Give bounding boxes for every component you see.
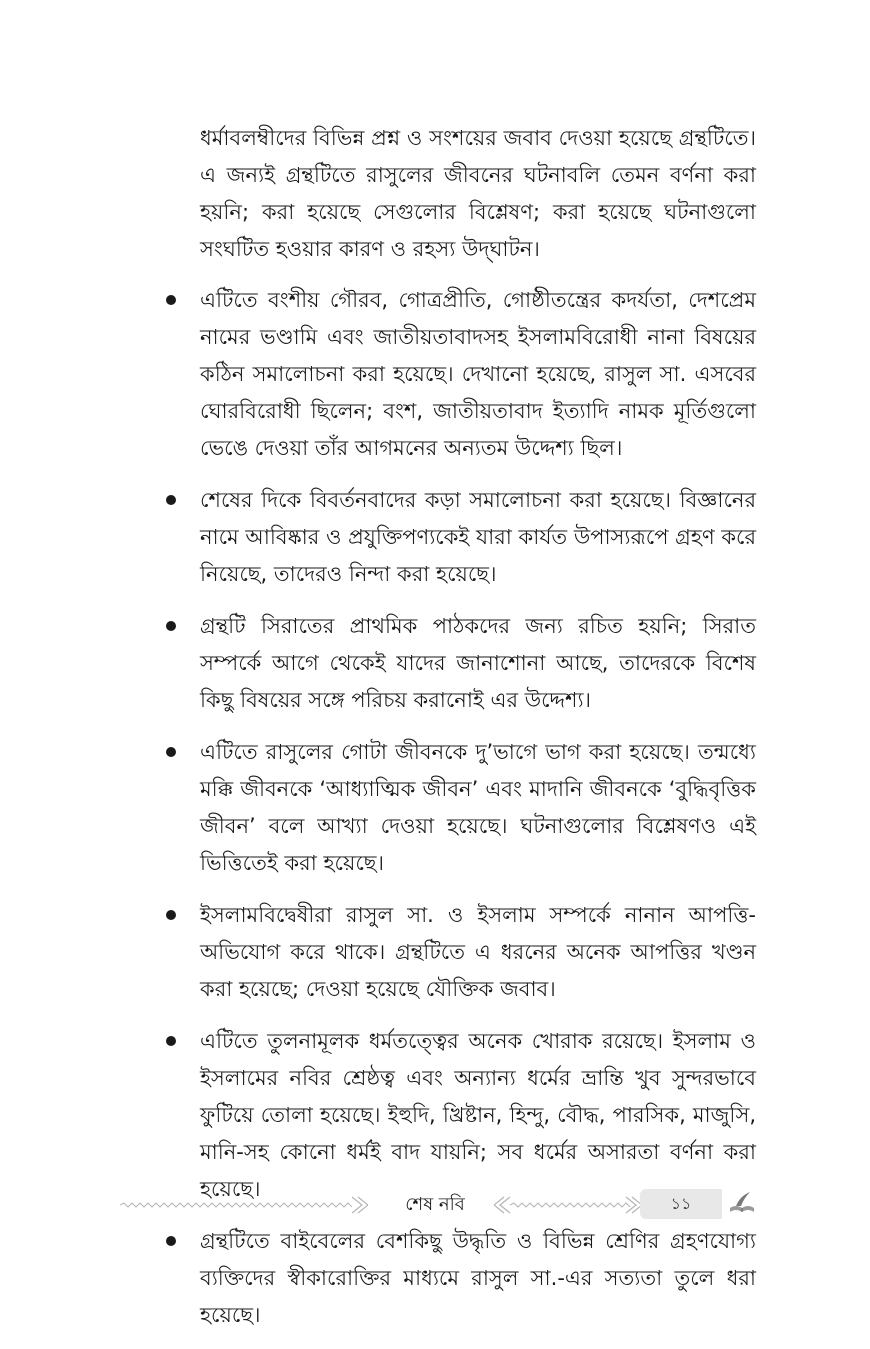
bullet-list — [160, 282, 756, 1334]
book-title: শেষ নবি — [405, 1194, 465, 1215]
bullet-text: এটিতে তুলনামূলক ধর্মতত্ত্বের অনেক খোরাক রয়েছে। ইসলাম ও ইসলামের নবির শ্রেষ্ঠত্ব এবং অন্যান্য ধর্মের ভ্রান্তি খুব সুন্দরভাবে ফুটিয়ে তোলা হয়েছে। ইহুদি, খ্রিষ্টান, হিন্দু, বৌদ্ধ, পারসিক, মাজুসি, মানি-সহ কোনো ধর্মই বাদ যায়নি; সব ধর্মের অসারতা বর্ণনা করা হয়েছে। — [200, 1029, 756, 1201]
bullet-item — [160, 897, 756, 1008]
bullet-text: এটিতে রাসুলের গোটা জীবনকে দু’ভাগে ভাগ করা হয়েছে। তন্মধ্যে মক্কি জীবনকে ‘আধ্যাত্মিক জীবন’ এবং মাদানি জীবনকে ‘বুদ্ধিবৃত্তিক জীবন’ বলে আখ্যা দেওয়া হয়েছে। ঘটনাগুলোর বিশ্লেষণও এই ভিত্তিতেই করা হয়েছে। — [200, 740, 756, 875]
bullet-icon — [166, 1036, 176, 1046]
bullet-item — [160, 608, 756, 719]
bullet-item — [160, 282, 756, 467]
bullet-text: শেষের দিকে বিবর্তনবাদের কড়া সমালোচনা করা হয়েছে। বিজ্ঞানের নামে আবিষ্কার ও প্রযুক্তিপণ্যকেই যারা কার্যত উপাস্যরূপে গ্রহণ করে নিয়েছে, তাদেরও নিন্দা করা হয়েছে। — [200, 488, 756, 586]
bullet-icon — [166, 747, 176, 757]
bullet-text: গ্রন্থটি সিরাতের প্রাথমিক পাঠকদের জন্য রচিত হয়নি; সিরাত সম্পর্কে আগে থেকেই যাদের জানাশোনা আছে, তাদেরকে বিশেষ কিছু বিষয়ের সঙ্গে পরিচয় করানোই এর উদ্দেশ্য। — [200, 614, 756, 712]
zigzag-ornament-left — [120, 1195, 368, 1215]
page-body — [160, 120, 756, 1349]
bullet-icon — [166, 910, 176, 920]
bullet-text: ইসলামবিদ্বেষীরা রাসুল সা. ও ইসলাম সম্পর্কে নানান আপত্তি- অভিযোগ করে থাকে। গ্রন্থটিতে এ ধরনের অনেক আপত্তির খণ্ডন করা হয়েছে; দেওয়া হয়েছে যৌক্তিক জবাব। — [200, 903, 756, 1001]
zigzag-ornament-right — [494, 1195, 644, 1215]
bullet-icon — [166, 1236, 176, 1246]
bullet-icon — [166, 621, 176, 631]
bullet-item — [160, 482, 756, 593]
open-book-quill-icon — [728, 1190, 756, 1216]
page-footer — [0, 1180, 870, 1230]
bullet-item — [160, 734, 756, 882]
page-number: ১১ — [640, 1189, 722, 1219]
intro-paragraph: ধর্মাবলম্বীদের বিভিন্ন প্রশ্ন ও সংশয়ের জবাব দেওয়া হয়েছে গ্রন্থটিতে। এ জন্যই গ্রন্থটিতে রাসুলের জীবনের ঘটনাবলি তেমন বর্ণনা করা হয়নি; করা হয়েছে সেগুলোর বিশ্লেষণ; করা হয়েছে ঘটনাগুলো সংঘটিত হওয়ার কারণ ও রহস্য উদ্‌ঘাটন। — [200, 126, 756, 261]
bullet-text: গ্রন্থটিতে বাইবেলের বেশকিছু উদ্ধৃতি ও বিভিন্ন শ্রেণির গ্রহণযোগ্য ব্যক্তিদের স্বীকারোক্তির মাধ্যমে রাসুল সা.-এর সত্যতা তুলে ধরা হয়েছে। — [200, 1229, 756, 1327]
bullet-icon — [166, 295, 176, 305]
bullet-icon — [166, 495, 176, 505]
bullet-text: এটিতে বংশীয় গৌরব, গোত্রপ্রীতি, গোষ্ঠীতন্ত্রের কদর্যতা, দেশপ্রেম নামের ভণ্ডামি এবং জাতীয়তাবাদসহ ইসলামবিরোধী নানা বিষয়ের কঠিন সমালোচনা করা হয়েছে। দেখানো হয়েছে, রাসুল সা. এসবের ঘোরবিরোধী ছিলেন; বংশ, জাতীয়তাবাদ ইত্যাদি নামক মূর্তিগুলো ভেঙে দেওয়া তাঁর আগমনের অন্যতম উদ্দেশ্য ছিল। — [200, 288, 756, 460]
bullet-item — [160, 1223, 756, 1334]
